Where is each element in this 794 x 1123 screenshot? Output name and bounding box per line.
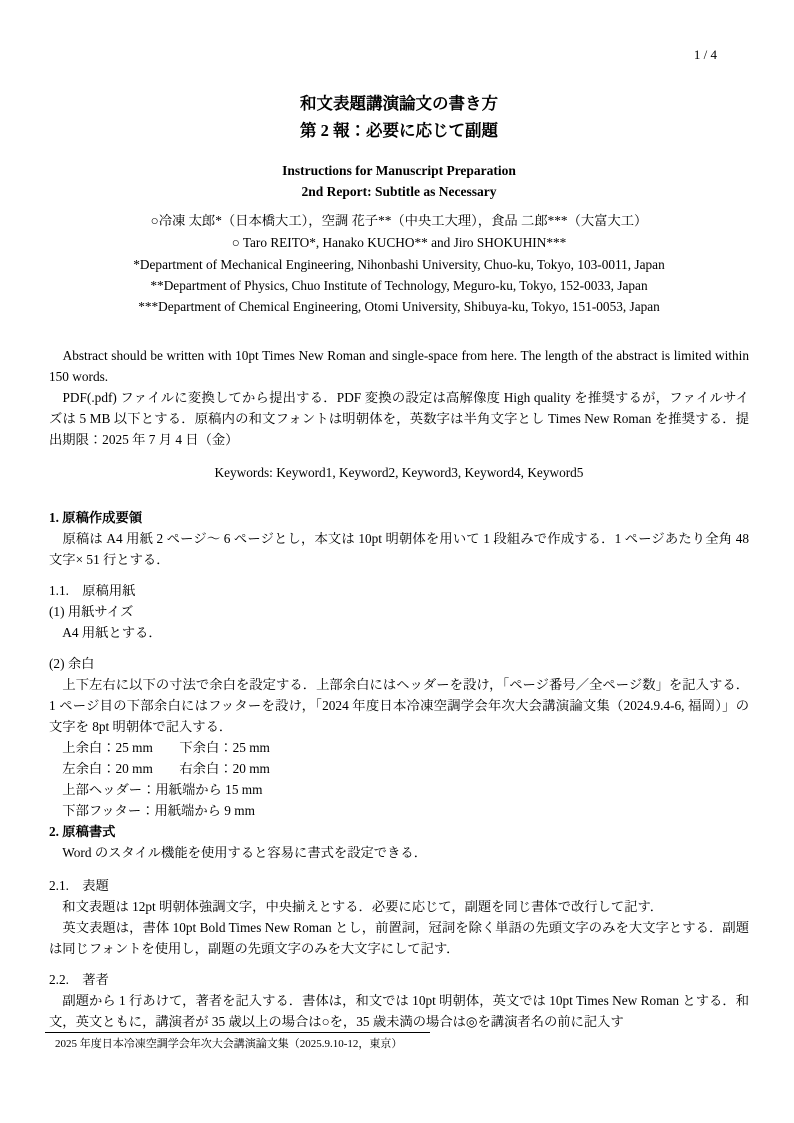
spacer [49,643,749,653]
title-japanese [49,90,749,144]
margin-left-right: 左余白：20 mm 右余白：20 mm [49,761,270,776]
title-japanese-line1: 和文表題講演論文の書き方 [300,94,498,113]
paper-size-body: A4 用紙とする． [49,625,162,640]
author-block [49,210,749,254]
title-english-line2: 2nd Report: Subtitle as Necessary [301,184,497,199]
abstract-paragraph-japanese: PDF(.pdf) ファイルに変換してから提出する．PDF 変換の設定は高解像度 High quality を推奨するが，ファイルサイズは 5 MB 以下とする．原稿内の和文フォントは明朝体を，英数字は半角文字とし Times New Roman を推奨する．提出期限：2025 年 7 月 4 日（金） [49,390,749,447]
title-japanese-line2: 第 2 報：必要に応じて副題 [300,121,498,140]
page-number: 1 / 4 [693,47,717,62]
section-2-heading: 2. 原稿書式 [49,824,116,839]
margin-body: 上下左右に以下の寸法で余白を設定する．上部余白にはヘッダーを設け，「ページ番号／全ページ数」を記入する．1 ページ目の下部余白にはフッターを設け，「2024 年度日本冷凍空調学会年次大会講演論文集（2024.9.4-6, 福岡）」の文字を 8pt 明朝体で記入する． [49,677,749,734]
affiliation-2: **Department of Physics, Chuo Institute of Technology, Meguro-ku, Tokyo, 152-0033, Japan [150,278,648,293]
section-1-body: 原稿は A4 用紙 2 ページ～ 6 ページとし，本文は 10pt 明朝体を用いて 1 段組みで作成する．1 ページあたり全角 48 文字× 51 行とする． [49,531,749,567]
authors-english: ○ Taro REITO*, Hanako KUCHO** and Jiro SHOKUHIN*** [231,235,567,250]
abstract-paragraph-english: Abstract should be written with 10pt Times New Roman and single-space from here. The length of the abstract is limited within 150 words. [49,348,749,384]
affiliation-1: *Department of Mechanical Engineering, Nihonbashi University, Chuo-ku, Tokyo, 103-0011, Japan [133,257,665,272]
footnote-text: 2025 年度日本冷凍空調学会年次大会講演論文集（2025.9.10-12，東京） [55,1038,403,1050]
section-2-1-paragraph-2: 英文表題は，書体 10pt Bold Times New Roman とし，前置詞，冠詞を除く単語の先頭文字のみを大文字とする．副題は同じフォントを使用し，副題の先頭文字のみを大文字にして記す． [49,920,749,956]
section-1-1-heading: 1.1. 原稿用紙 [49,583,136,598]
margin-top-bottom: 上余白：25 mm 下余白：25 mm [49,740,270,755]
section-2-2-heading: 2.2. 著者 [49,972,109,987]
keywords-line: Keywords: Keyword1, Keyword2, Keyword3, Keyword4, Keyword5 [214,465,584,480]
title-english-line1: Instructions for Manuscript Preparation [282,163,516,178]
abstract-block [49,345,749,450]
section-2-2-paragraph-1: 副題から 1 行あけて，著者を記入する．書体は，和文では 10pt 明朝体，英文では 10pt Times New Roman とする．和文，英文ともに，講演者が 35 歳以上の場合は○を，35 歳未満の場合は◎を講演者名の前に記入す [49,993,749,1029]
margin-label: (2) 余白 [49,656,95,671]
authors-japanese: ○冷凍 太郎*（日本橋大工），空調 花子**（中央工大理），食品 二郎***（大富大工） [150,213,648,228]
section-1-heading: 1. 原稿作成要領 [49,510,143,525]
footnote-block [45,1032,430,1051]
section-2-1-paragraph-1: 和文表題は 12pt 明朝体強調文字，中央揃えとする．必要に応じて，副題を同じ書体で改行して記す． [49,899,664,914]
affiliation-block [49,254,749,317]
title-english [49,160,749,202]
section-2-1-heading: 2.1. 表題 [49,878,109,893]
paper-size-label: (1) 用紙サイズ [49,604,134,619]
section-2-body: Word のスタイル機能を使用すると容易に書式を設定できる． [49,845,427,860]
affiliation-3: ***Department of Chemical Engineering, Otomi University, Shibuya-ku, Tokyo, 151-0053, Japan [138,299,660,314]
margin-footer: 下部フッター：用紙端から 9 mm [49,803,255,818]
margin-header: 上部ヘッダー：用紙端から 15 mm [49,782,263,797]
margin-dimension-list [49,737,749,821]
